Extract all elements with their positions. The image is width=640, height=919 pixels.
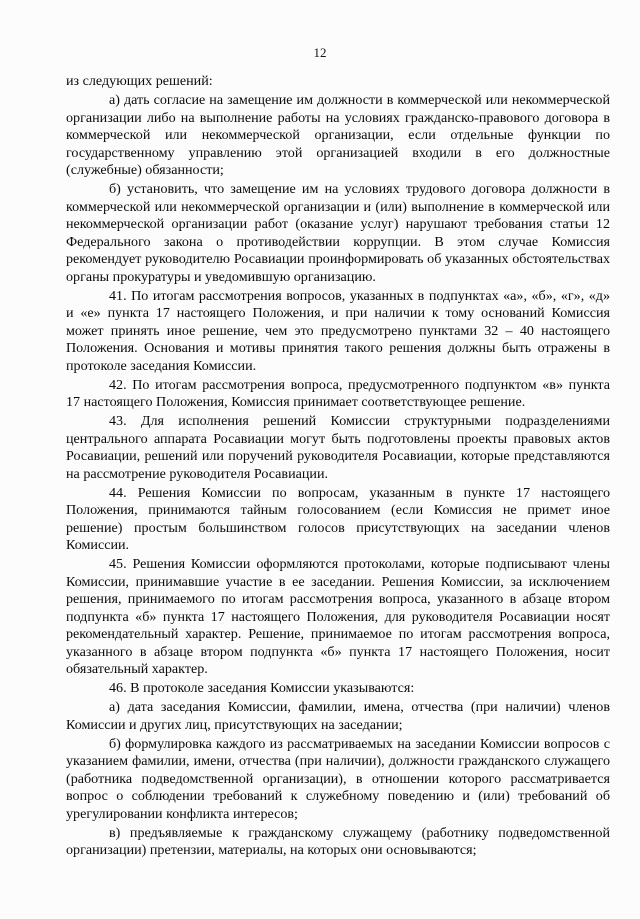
document-body bbox=[66, 73, 610, 861]
paragraph-45: 45. Решения Комиссии оформляются протоколами, которые подписывают члены Комиссии, принимавшие участие в ее заседании. Решения Комиссии, за исключением решения, принимаемого по итогам рассмотрения вопроса, указанного в абзаце втором подпункта «б» пункта 17 настоящего Положения, для руководителя Росавиации носят рекомендательный характер. Решение, принимаемое по итогам рассмотрения вопроса, указанного в абзаце втором подпункта «б» пункта 17 настоящего Положения, носит обязательный характер. bbox=[66, 556, 610, 677]
paragraph-41: 41. По итогам рассмотрения вопросов, указанных в подпунктах «а», «б», «г», «д» и «е» пункта 17 настоящего Положения, и при наличии к тому оснований Комиссия может принять иное решение, чем это предусмотрено пунктами 32 – 40 настоящего Положения. Основания и мотивы принятия такого решения должны быть отражены в протоколе заседания Комиссии. bbox=[66, 287, 610, 374]
paragraph-subitem-a: а) дать согласие на замещение им должности в коммерческой или некоммерческой организации либо на выполнение работы на условиях гражданско-правового договора в коммерческой или некоммерческой организации, если отдельные функции по государственному управлению этой организацией входили в его должностные (служебные) обязанности; bbox=[66, 92, 610, 178]
paragraph-subitem-b: б) установить, что замещение им на условиях трудового договора должности в коммерческой или некоммерческой организации и (или) выполнение в коммерческой или некоммерческой организации работ (оказание услуг) нарушают требования статьи 12 Федерального закона о противодействии коррупции. В этом случае Комиссия рекомендует руководителю Росавиации проинформировать об указанных обстоятельствах органы прокуратуры и уведомившую организацию. bbox=[66, 181, 610, 285]
paragraph-46-c: в) предъявляемые к гражданскому служащему (работнику подведомственной организации) претензии, материалы, на которых они основываются; bbox=[66, 824, 610, 858]
paragraph-46: 46. В протоколе заседания Комиссии указываются: bbox=[109, 680, 415, 696]
paragraph-46-a: а) дата заседания Комиссии, фамилии, имена, отчества (при наличии) членов Комиссии и других лиц, присутствующих на заседании; bbox=[66, 699, 610, 733]
paragraph-42: 42. По итогам рассмотрения вопроса, предусмотренного подпунктом «в» пункта 17 настоящего Положения, Комиссия принимает соответствующее решение. bbox=[66, 376, 610, 410]
paragraph-46-b: б) формулировка каждого из рассматриваемых на заседании Комиссии вопросов с указанием фамилии, имени, отчества (при наличии), должности гражданского служащего (работника подведомственной организации), в отношении которого рассматривается вопрос о соблюдении требований к служебному поведению и (или) требований об урегулировании конфликта интересов; bbox=[66, 735, 610, 822]
page-number: 12 bbox=[313, 45, 327, 60]
paragraph-43: 43. Для исполнения решений Комиссии структурными подразделениями центрального аппарата Росавиации могут быть подготовлены проекты правовых актов Росавиации, решений или поручений руководителя Росавиации, которые представляются на рассмотрение руководителя Росавиации. bbox=[66, 413, 610, 482]
paragraph-44: 44. Решения Комиссии по вопросам, указанным в пункте 17 настоящего Положения, принимаются тайным голосованием (если Комиссия не примет иное решение) простым большинством голосов присутствующих на заседании членов Комиссии. bbox=[66, 484, 610, 553]
paragraph-intro: из следующих решений: bbox=[66, 73, 213, 89]
